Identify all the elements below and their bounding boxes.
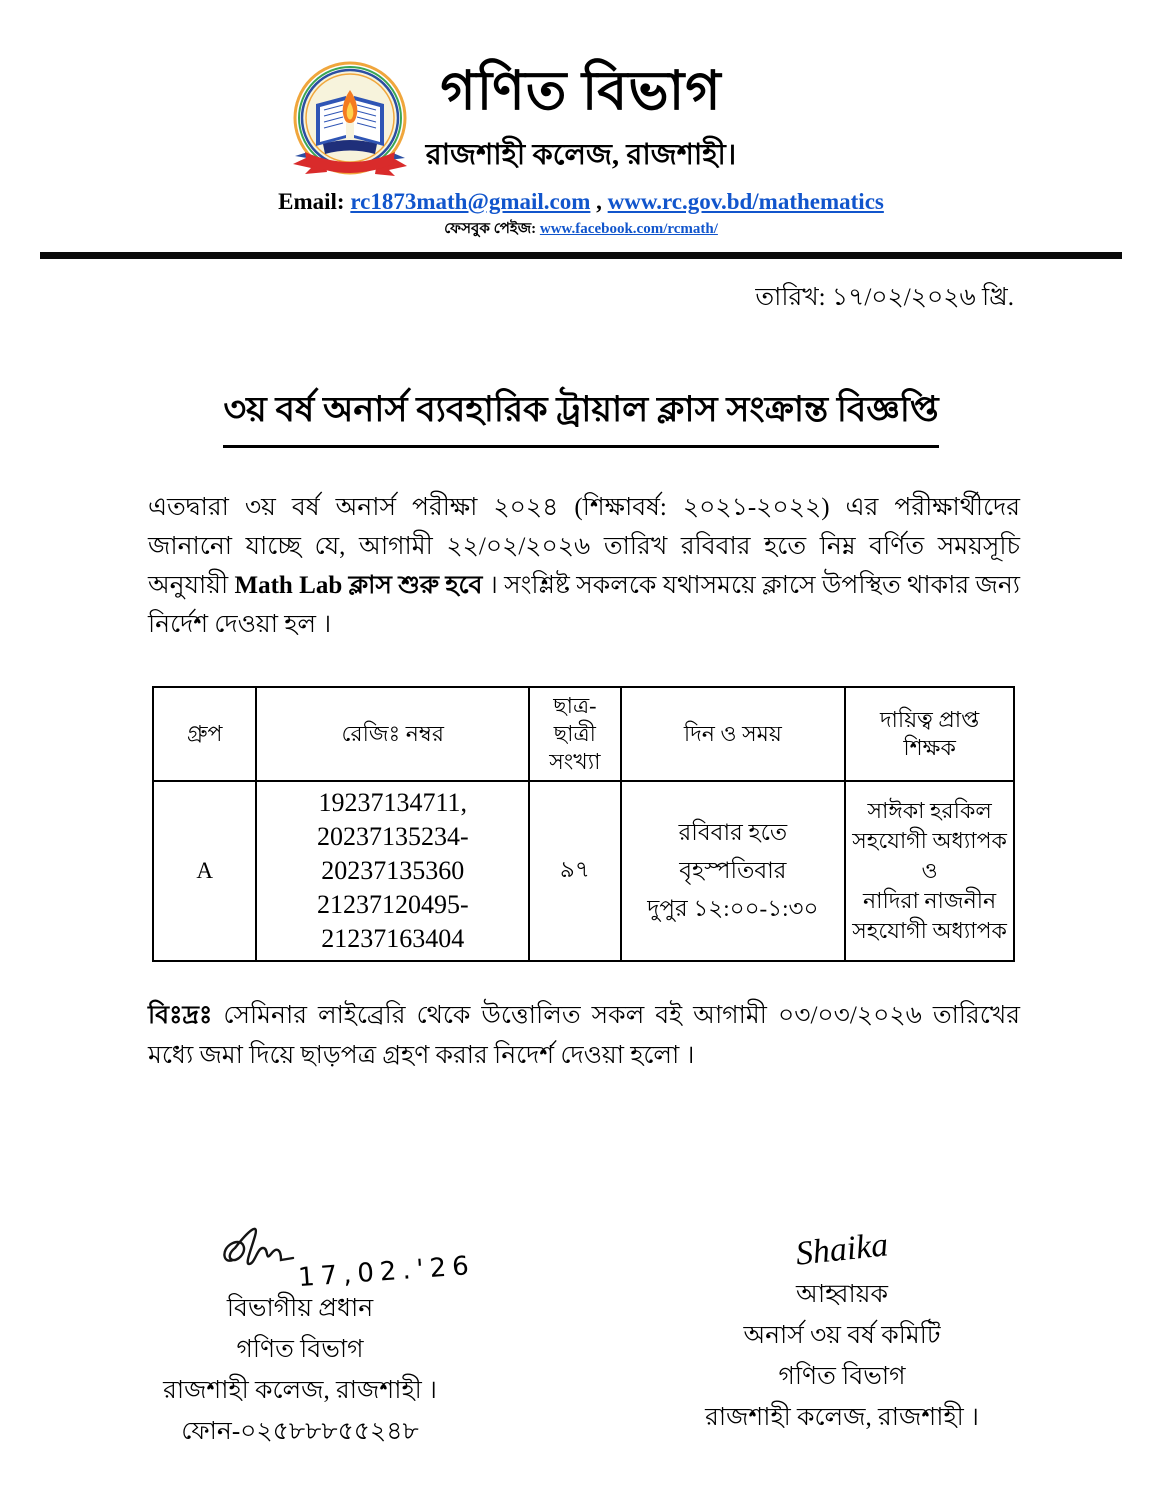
department-title: গণিত বিভাগ xyxy=(440,61,722,121)
schedule-table xyxy=(152,686,1015,962)
email-link[interactable]: rc1873math@gmail.com xyxy=(350,188,591,214)
reg-line: 20237135234- 20237135360 xyxy=(316,821,469,885)
nb-note xyxy=(148,996,1020,1076)
teacher-line: নাদিরা নাজনীন xyxy=(863,887,997,913)
reg-line: 21237120495- 21237163404 xyxy=(316,889,469,953)
institution: রাজশাহী কলেজ, রাজশাহী । xyxy=(705,1403,979,1431)
body-text-highlight: Math Lab ক্লাস শুরু হবে xyxy=(234,571,483,599)
teacher-line: সহযোগী অধ্যাপক xyxy=(852,827,1007,853)
nb-text: সেমিনার লাইব্রেরি থেকে উত্তোলিত সকল বই আগামী ০৩/০৩/২০২৬ তারিখের মধ্যে জমা দিয়ে ছাড়পত্র গ্রহণ করার নিদের্শ দেওয়া হলো । xyxy=(148,1001,1020,1069)
committee: অনার্স ৩য় বর্ষ কমিটি xyxy=(743,1321,941,1349)
col-header-day-time: দিন ও সময় xyxy=(621,687,846,781)
header-divider xyxy=(40,252,1122,259)
designation: আহ্বায়ক xyxy=(796,1280,888,1308)
col-header-reg-number: রেজিঃ নম্বর xyxy=(256,687,529,781)
designation: বিভাগীয় প্রধান xyxy=(226,1294,374,1322)
department: গণিত বিভাগ xyxy=(236,1335,364,1363)
head-signature-scribble-icon xyxy=(120,1226,480,1293)
college-logo-icon xyxy=(291,60,409,188)
link-separator: , xyxy=(596,188,608,214)
notice-body xyxy=(148,488,1020,644)
cell-group: A xyxy=(153,781,256,961)
notice-title: ৩য় বর্ষ অনার্স ব্যবহারিক ট্রায়াল ক্লাস সংক্রান্ত বিজ্ঞপ্তি xyxy=(223,382,938,448)
table-row xyxy=(153,781,1014,961)
reg-line: 19237134711, xyxy=(318,787,468,817)
facebook-label: ফেসবুক পেইজ: xyxy=(444,220,540,237)
cell-reg-numbers xyxy=(256,781,529,961)
date-line: তারিখ: ১৭/০২/২০২৬ খ্রি. xyxy=(755,283,1014,311)
body-text-part1: এতদ্বারা ৩য় বর্ষ অনার্স পরীক্ষা ২০২৪ (শিক্ষাবর্ষ: ২০২১-২০২২) এর পরীক্ষার্থীদের জানানো যাচ্ছে যে, আগামী ২২/০২/২০২৬ তারিখ রবিবার হতে নিম্ন বর্ণিত সময়সূচি অনুযায়ী xyxy=(148,493,1020,599)
teacher-line: ও xyxy=(921,857,938,883)
col-header-student-count: ছাত্র-ছাত্রী সংখ্যা xyxy=(529,687,620,781)
college-name: রাজশাহী কলেজ, রাজশাহী। xyxy=(425,138,737,171)
department: গণিত বিভাগ xyxy=(778,1362,906,1390)
signature-block-left xyxy=(120,1226,480,1452)
website-link[interactable]: www.rc.gov.bd/mathematics xyxy=(607,188,884,214)
table-header-row xyxy=(153,687,1014,781)
teacher-line: সাঈকা হরকিল xyxy=(867,797,992,823)
facebook-line xyxy=(0,217,1162,242)
signature-block-right xyxy=(632,1226,1052,1452)
phone-number: ফোন-০২৫৮৮৮৫৫২৪৮ xyxy=(181,1417,419,1445)
cell-student-count: ৯৭ xyxy=(529,781,620,961)
facebook-link[interactable]: www.facebook.com/rcmath/ xyxy=(539,220,718,237)
letterhead xyxy=(0,0,1162,259)
col-header-group: গ্রুপ xyxy=(153,687,256,781)
body-text-part2: । সংশ্লিষ্ট সকলকে যথাসময়ে ক্লাসে উপস্থিত থাকার জন্য নির্দেশ দেওয়া হল । xyxy=(148,571,1020,638)
cell-day-time xyxy=(621,781,846,961)
col-header-assigned-teacher: দায়িত্ব প্রাপ্ত শিক্ষক xyxy=(845,687,1014,781)
nb-label: বিঃদ্রঃ xyxy=(148,1001,213,1029)
handwritten-date: 17,02.'26 xyxy=(297,1250,476,1293)
day-time-line: রবিবার হতে বৃহস্পতিবার xyxy=(678,819,788,883)
teacher-line: সহযোগী অধ্যাপক xyxy=(852,917,1007,943)
email-label: Email: xyxy=(278,188,345,214)
signature-section xyxy=(0,1226,1162,1452)
institution: রাজশাহী কলেজ, রাজশাহী । xyxy=(163,1376,437,1404)
cell-teachers xyxy=(845,781,1014,961)
day-time-line: দুপুর ১২:০০-১:৩০ xyxy=(647,895,819,921)
convener-signature: Shaika xyxy=(793,1225,890,1273)
contact-line xyxy=(0,189,1162,215)
